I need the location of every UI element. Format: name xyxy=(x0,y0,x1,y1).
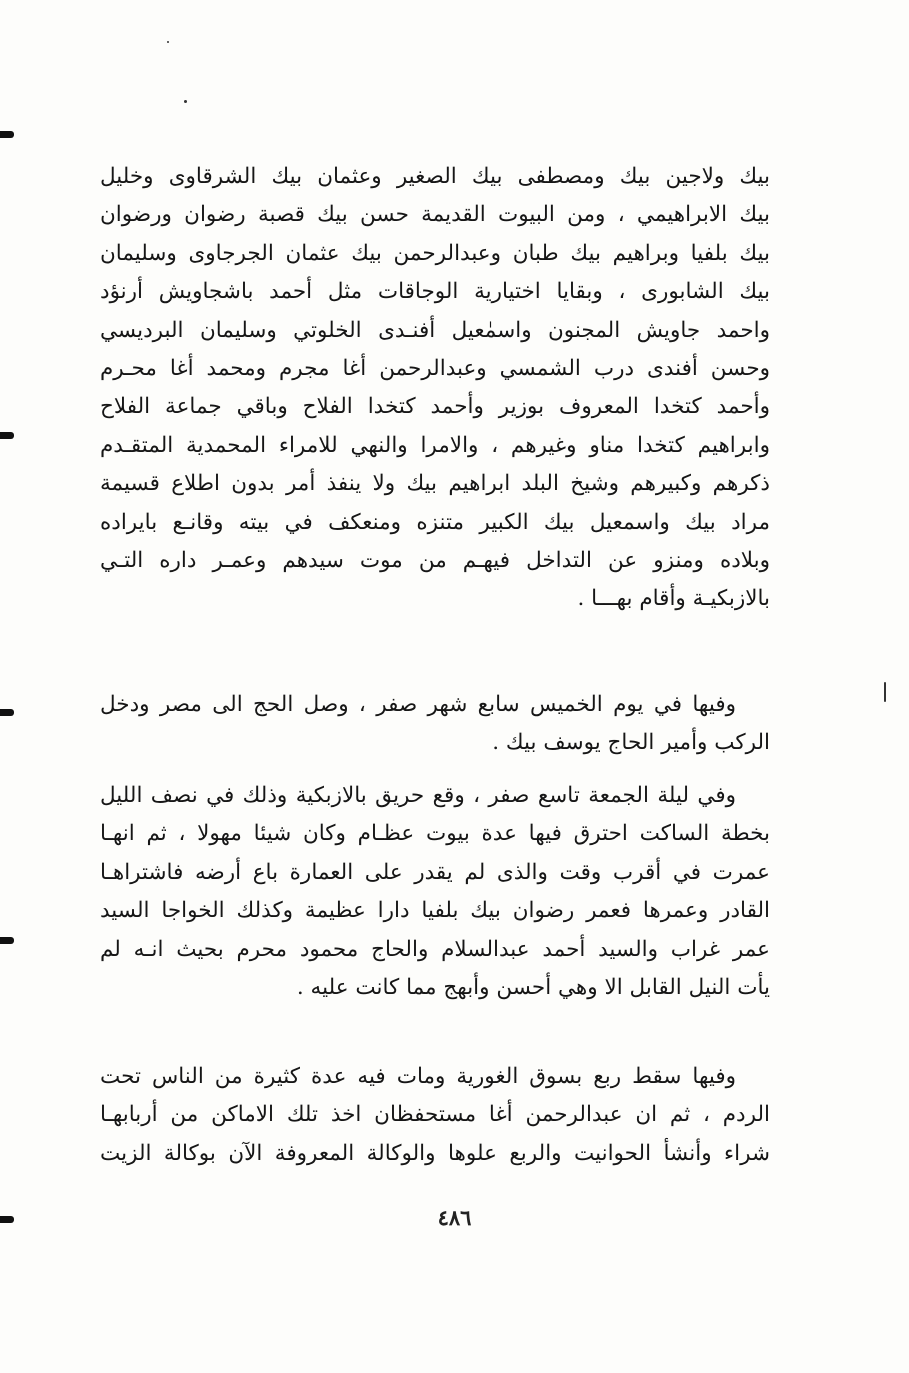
text-line: ذكرهم وكبيرهم وشيخ البلد ابراهيم بيك ولا ينفذ أمر بدون اطلاع قسيمة xyxy=(100,471,770,497)
paragraph-4 xyxy=(100,1058,770,1173)
paragraph-2 xyxy=(100,686,770,763)
ink-speck xyxy=(167,41,169,43)
ink-speck xyxy=(184,100,187,103)
text-line: بيك الشابورى ، وبقايا اختيارية الوجاقات مثل أحمد باشجاويش أرنؤد xyxy=(100,279,770,305)
text-line: شراء وأنشأ الحوانيت والربع علوها والوكالة المعروفة الآن بوكالة الزيت xyxy=(100,1140,770,1166)
text-line: القادر وعمرها فعمر رضوان بيك بلفيا دارا عظيمة وكذلك الخواجا السيد xyxy=(100,898,770,924)
text-line: عمرت في أقرب وقت والذى لم يقدر على العمارة باع أرضه فاشتراهـا xyxy=(100,859,770,885)
page-number: ٤٨٦ xyxy=(437,1205,472,1230)
text-line: وحسن أفندى درب الشمسي وعبدالرحمن أغا مجرم ومحمد أغا محـرم xyxy=(100,355,770,381)
paragraph-1 xyxy=(100,158,770,619)
binding-mark xyxy=(0,709,14,716)
text-line: بيك ولاجين بيك ومصطفى بيك الصغير وعثمان بيك الشرقاوى وخليل xyxy=(100,164,770,189)
text-line: يأت النيل القابل الا وهي أحسن وأبهج مما كانت عليه . xyxy=(296,974,770,1000)
text-line: بخطة الساكت احترق فيها عدة بيوت عظـام وكان شيئا مهولا ، ثم انهـا xyxy=(100,821,770,847)
text-line: الردم ، ثم ان عبدالرحمن أغا مستحفظان اخذ تلك الاماكن من أربابهـا xyxy=(100,1102,770,1128)
text-line: وأحمد كتخدا المعروف بوزير وأحمد كتخدا الفلاح وباقي جماعة الفلاح xyxy=(100,394,770,420)
text-line: وبلاده ومنزو عن التداخل فيهـم من موت سيدهم وعمـر داره التـي xyxy=(100,547,770,573)
text-line: وابراهيم كتخدا مناو وغيرهم ، والامرا والنهي للامراء المحمدية المتقـدم xyxy=(100,432,770,458)
text-line: بيك الابراهيمي ، ومن البيوت القديمة حسن بيك قصبة رضوان ورضوان xyxy=(100,202,770,228)
text-line: واحمد جاويش المجنون واسمٰعيل أفنـدى الخلوتي وسليمان البرديسي xyxy=(100,317,770,343)
text-line: وفي ليلة الجمعة تاسع صفر ، وقع حريق بالازبكية وذلك في نصف الليل xyxy=(100,783,736,808)
text-line: وفيها سقط ربع بسوق الغورية ومات فيه عدة كثيرة من الناس تحت xyxy=(100,1064,736,1089)
text-line: بالازبكيـة وأقام بهـــا . xyxy=(577,586,770,612)
binding-mark xyxy=(0,432,14,439)
text-line: عمر غراب والسيد أحمد عبدالسلام والحاج محمود محرم بحيث انـه لم xyxy=(100,936,770,962)
text-line: وفيها في يوم الخميس سابع شهر صفر ، وصل الحج الى مصر ودخل xyxy=(100,692,736,717)
binding-mark xyxy=(0,131,14,138)
text-line: بيك بلفيا وبراهيم بيك طبان وعبدالرحمن بيك عثمان الجرجاوى وسليمان xyxy=(100,240,770,266)
binding-mark xyxy=(0,937,14,944)
text-line: مراد بيك واسمعيل بيك الكبير متنزه ومنعكف في بيته وقانـع بايراده xyxy=(100,509,770,535)
margin-mark xyxy=(884,682,886,702)
text-line: الركب وأمير الحاج يوسف بيك . xyxy=(492,730,770,756)
paragraph-3 xyxy=(100,777,770,1007)
